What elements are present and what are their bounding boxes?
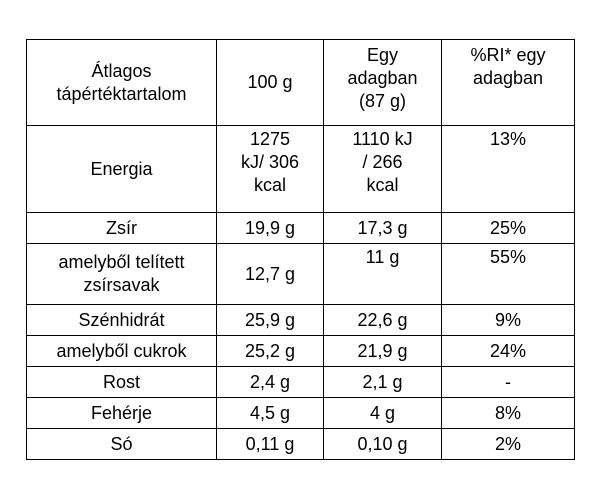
header-nutrient-label bbox=[27, 40, 217, 126]
value-per-serving-text: 21,9 g bbox=[357, 340, 408, 361]
nutrient-name bbox=[27, 336, 217, 367]
value-per-100g bbox=[217, 367, 324, 398]
value-ri-percent-text: 25% bbox=[489, 217, 527, 238]
header-per-serving-text: Egy adagban (87 g) bbox=[347, 45, 418, 111]
nutrition-facts-table bbox=[26, 39, 575, 460]
value-ri-percent-text: - bbox=[505, 371, 511, 392]
nutrient-name bbox=[27, 305, 217, 336]
value-per-100g bbox=[217, 126, 324, 213]
table-header-row bbox=[27, 40, 575, 126]
value-per-100g-text: 25,9 g bbox=[244, 309, 296, 330]
value-ri-percent bbox=[442, 213, 575, 244]
value-per-serving-text: 4 g bbox=[369, 402, 396, 423]
table-row-saturated-fat bbox=[27, 244, 575, 305]
value-per-serving bbox=[324, 429, 442, 460]
value-ri-percent bbox=[442, 336, 575, 367]
nutrient-name-text: Rost bbox=[102, 371, 140, 392]
value-per-serving bbox=[324, 305, 442, 336]
value-per-100g-text: 25,2 g bbox=[244, 340, 296, 361]
value-per-100g bbox=[217, 398, 324, 429]
header-per-serving bbox=[324, 40, 442, 126]
value-per-serving bbox=[324, 336, 442, 367]
value-ri-percent bbox=[442, 126, 575, 213]
value-ri-percent-text: 55% bbox=[489, 247, 527, 267]
nutrient-name-text: Zsír bbox=[106, 217, 137, 238]
table-row-carbohydrate bbox=[27, 305, 575, 336]
value-per-serving bbox=[324, 244, 442, 305]
table-row-fat bbox=[27, 213, 575, 244]
nutrient-name bbox=[27, 126, 217, 213]
value-ri-percent-text: 2% bbox=[494, 433, 521, 454]
value-per-serving-text: 22,6 g bbox=[357, 309, 408, 330]
value-per-100g-text: 1275 kJ/ 306 kcal bbox=[240, 129, 300, 195]
value-per-serving bbox=[324, 126, 442, 213]
table-row-protein bbox=[27, 398, 575, 429]
value-per-100g-text: 19,9 g bbox=[244, 217, 296, 238]
nutrient-name-text: Fehérje bbox=[90, 402, 153, 423]
value-per-100g bbox=[217, 429, 324, 460]
value-ri-percent-text: 24% bbox=[489, 340, 527, 361]
nutrient-name bbox=[27, 213, 217, 244]
header-nutrient-text: Átlagos tápértéktartalom bbox=[56, 60, 187, 104]
table-row-sugars bbox=[27, 336, 575, 367]
value-per-100g bbox=[217, 336, 324, 367]
value-per-100g bbox=[217, 244, 324, 305]
value-per-serving-text: 17,3 g bbox=[357, 217, 408, 238]
value-ri-percent bbox=[442, 305, 575, 336]
header-per-100g bbox=[217, 40, 324, 126]
value-per-100g-text: 12,7 g bbox=[244, 263, 296, 284]
header-per-100g-text: 100 g bbox=[247, 72, 293, 92]
value-ri-percent-text: 13% bbox=[489, 129, 527, 149]
nutrient-name bbox=[27, 244, 217, 305]
nutrient-name-text: amelyből telített zsírsavak bbox=[58, 252, 185, 295]
value-per-serving-text: 0,10 g bbox=[357, 433, 408, 454]
value-per-100g bbox=[217, 213, 324, 244]
value-per-100g bbox=[217, 305, 324, 336]
value-ri-percent bbox=[442, 429, 575, 460]
header-ri-percent bbox=[442, 40, 575, 126]
table-row-energy bbox=[27, 126, 575, 213]
value-per-serving-text: 1110 kJ / 266 kcal bbox=[352, 129, 413, 195]
value-per-100g-text: 4,5 g bbox=[249, 402, 291, 423]
value-ri-percent bbox=[442, 244, 575, 305]
nutrient-name-text: Energia bbox=[90, 158, 153, 179]
value-per-serving-text: 11 g bbox=[365, 247, 400, 267]
value-per-100g-text: 2,4 g bbox=[249, 371, 291, 392]
value-per-100g-text: 0,11 g bbox=[245, 433, 295, 454]
table-row-salt bbox=[27, 429, 575, 460]
nutrient-name-text: Só bbox=[110, 433, 133, 454]
value-per-serving-text: 2,1 g bbox=[362, 371, 403, 392]
header-ri-percent-text: %RI* egy adagban bbox=[470, 45, 546, 88]
nutrient-name-text: Szénhidrát bbox=[78, 309, 165, 330]
nutrient-name bbox=[27, 367, 217, 398]
value-ri-percent bbox=[442, 398, 575, 429]
value-per-serving bbox=[324, 367, 442, 398]
value-per-serving bbox=[324, 213, 442, 244]
value-ri-percent-text: 9% bbox=[494, 309, 521, 330]
value-ri-percent bbox=[442, 367, 575, 398]
nutrient-name-text: amelyből cukrok bbox=[56, 340, 187, 361]
table-row-fibre bbox=[27, 367, 575, 398]
value-per-serving bbox=[324, 398, 442, 429]
value-ri-percent-text: 8% bbox=[494, 402, 521, 423]
nutrient-name bbox=[27, 429, 217, 460]
nutrient-name bbox=[27, 398, 217, 429]
